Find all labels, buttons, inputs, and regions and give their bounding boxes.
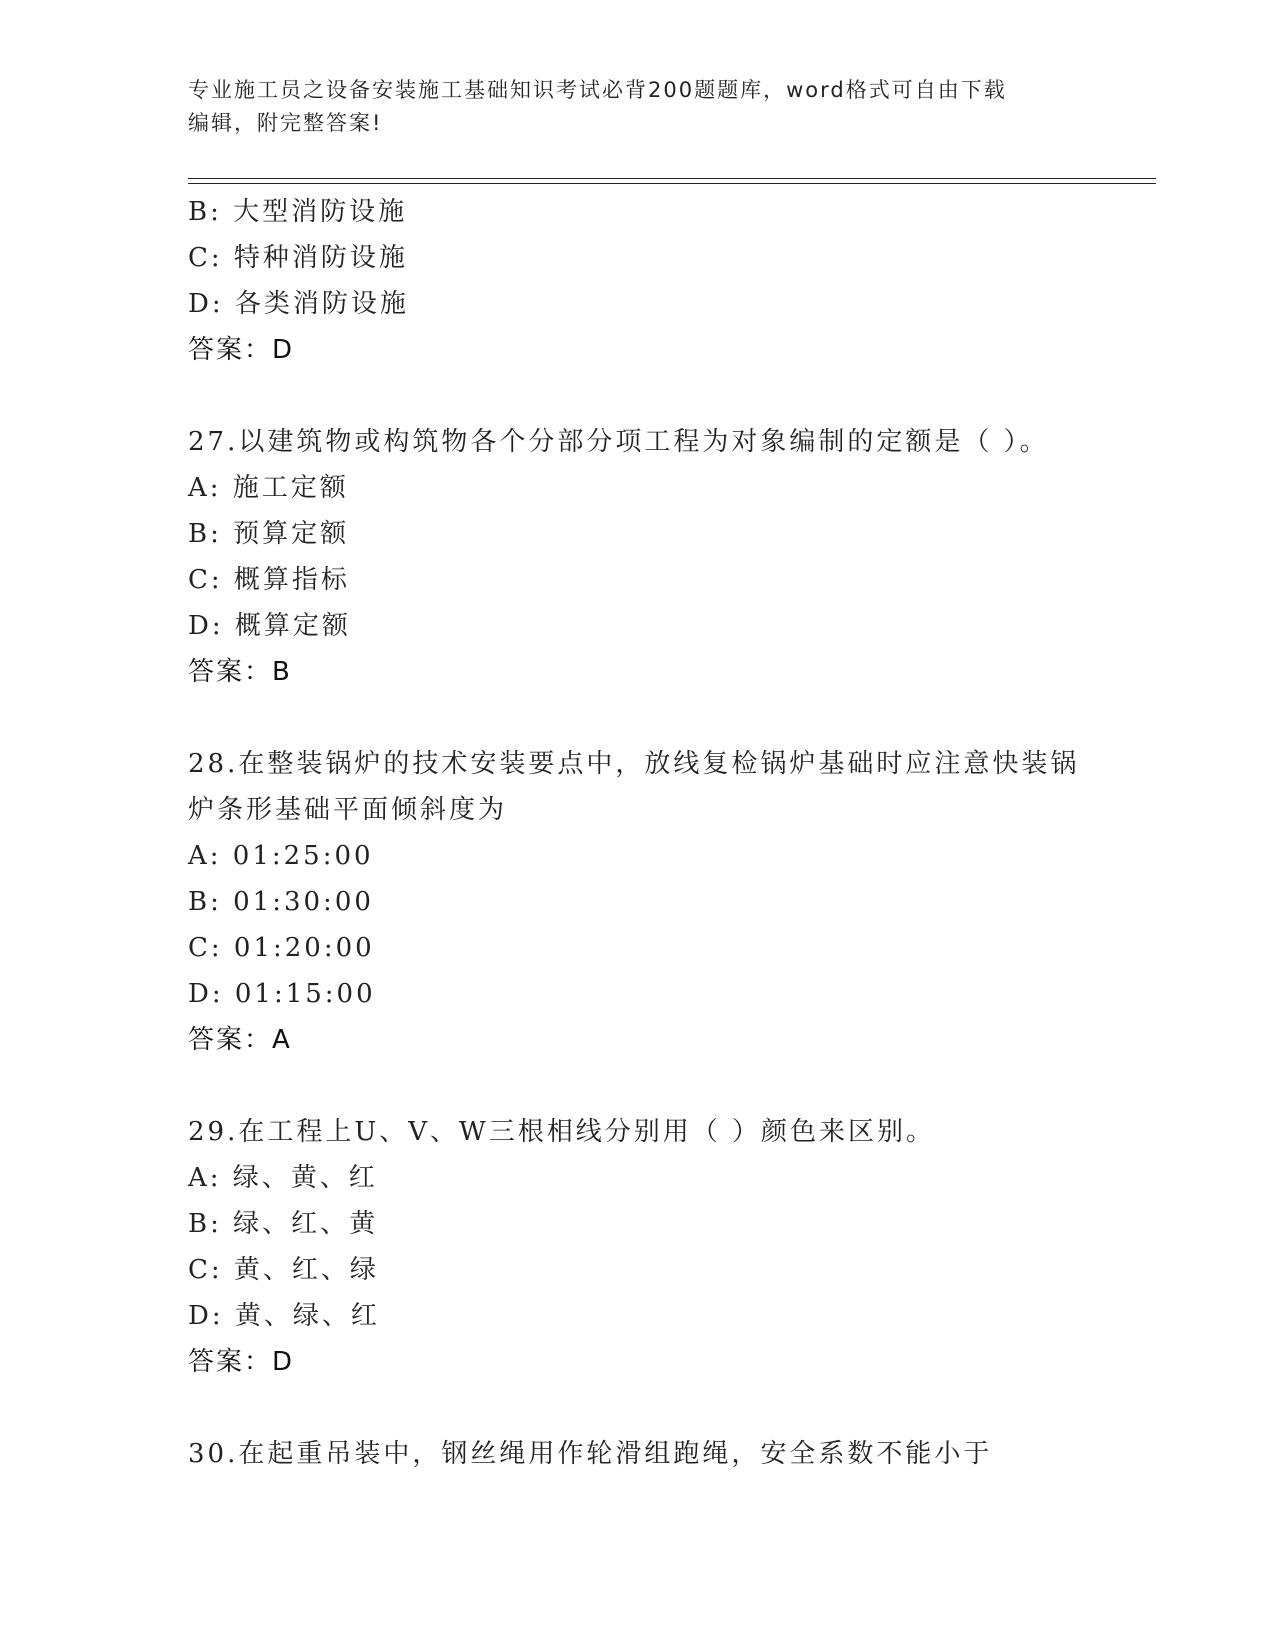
option-d: D: 概算定额 bbox=[188, 611, 351, 641]
header-divider-top bbox=[188, 178, 1156, 179]
answer-line: 答案：D bbox=[188, 1347, 295, 1377]
answer-line: 答案：A bbox=[188, 1025, 292, 1055]
option-d: D: 各类消防设施 bbox=[188, 289, 409, 319]
option-b: B: 大型消防设施 bbox=[188, 197, 408, 227]
option-c: C: 黄、红、绿 bbox=[188, 1255, 379, 1285]
question-26-tail bbox=[188, 189, 1088, 373]
document-header bbox=[188, 74, 1088, 140]
option-d: D: 01:15:00 bbox=[188, 979, 376, 1009]
question-29 bbox=[188, 1109, 1088, 1385]
option-b: B: 预算定额 bbox=[188, 519, 350, 549]
option-c: C: 特种消防设施 bbox=[188, 243, 408, 273]
question-30 bbox=[188, 1431, 1088, 1477]
question-text-line-1: 28.在整装锅炉的技术安装要点中，放线复检锅炉基础时应注意快装锅 bbox=[188, 749, 1080, 779]
option-a: A: 绿、黄、红 bbox=[188, 1163, 378, 1193]
option-a: A: 01:25:00 bbox=[188, 841, 374, 871]
option-b: B: 01:30:00 bbox=[188, 887, 374, 917]
header-divider-bottom bbox=[188, 183, 1156, 184]
answer-line: 答案：B bbox=[188, 657, 292, 687]
spacer bbox=[188, 1063, 1088, 1109]
header-line-2: 编辑，附完整答案! bbox=[188, 111, 383, 135]
spacer bbox=[188, 695, 1088, 741]
spacer bbox=[188, 1385, 1088, 1431]
question-text: 27.以建筑物或构筑物各个分部分项工程为对象编制的定额是（ ）。 bbox=[188, 427, 1049, 457]
question-text-line-2: 炉条形基础平面倾斜度为 bbox=[188, 795, 508, 825]
option-d: D: 黄、绿、红 bbox=[188, 1301, 380, 1331]
option-c: C: 概算指标 bbox=[188, 565, 350, 595]
question-28 bbox=[188, 741, 1088, 1063]
question-text: 30.在起重吊装中，钢丝绳用作轮滑组跑绳，安全系数不能小于 bbox=[188, 1439, 993, 1469]
option-c: C: 01:20:00 bbox=[188, 933, 375, 963]
answer-line: 答案：D bbox=[188, 335, 295, 365]
question-text: 29.在工程上U、V、W三根相线分别用（ ）颜色来区别。 bbox=[188, 1117, 936, 1147]
option-b: B: 绿、红、黄 bbox=[188, 1209, 379, 1239]
question-list bbox=[188, 189, 1088, 1477]
option-a: A: 施工定额 bbox=[188, 473, 349, 503]
header-line-1: 专业施工员之设备安装施工基础知识考试必背200题题库，word格式可自由下载 bbox=[188, 78, 1007, 102]
spacer bbox=[188, 373, 1088, 419]
question-27 bbox=[188, 419, 1088, 695]
